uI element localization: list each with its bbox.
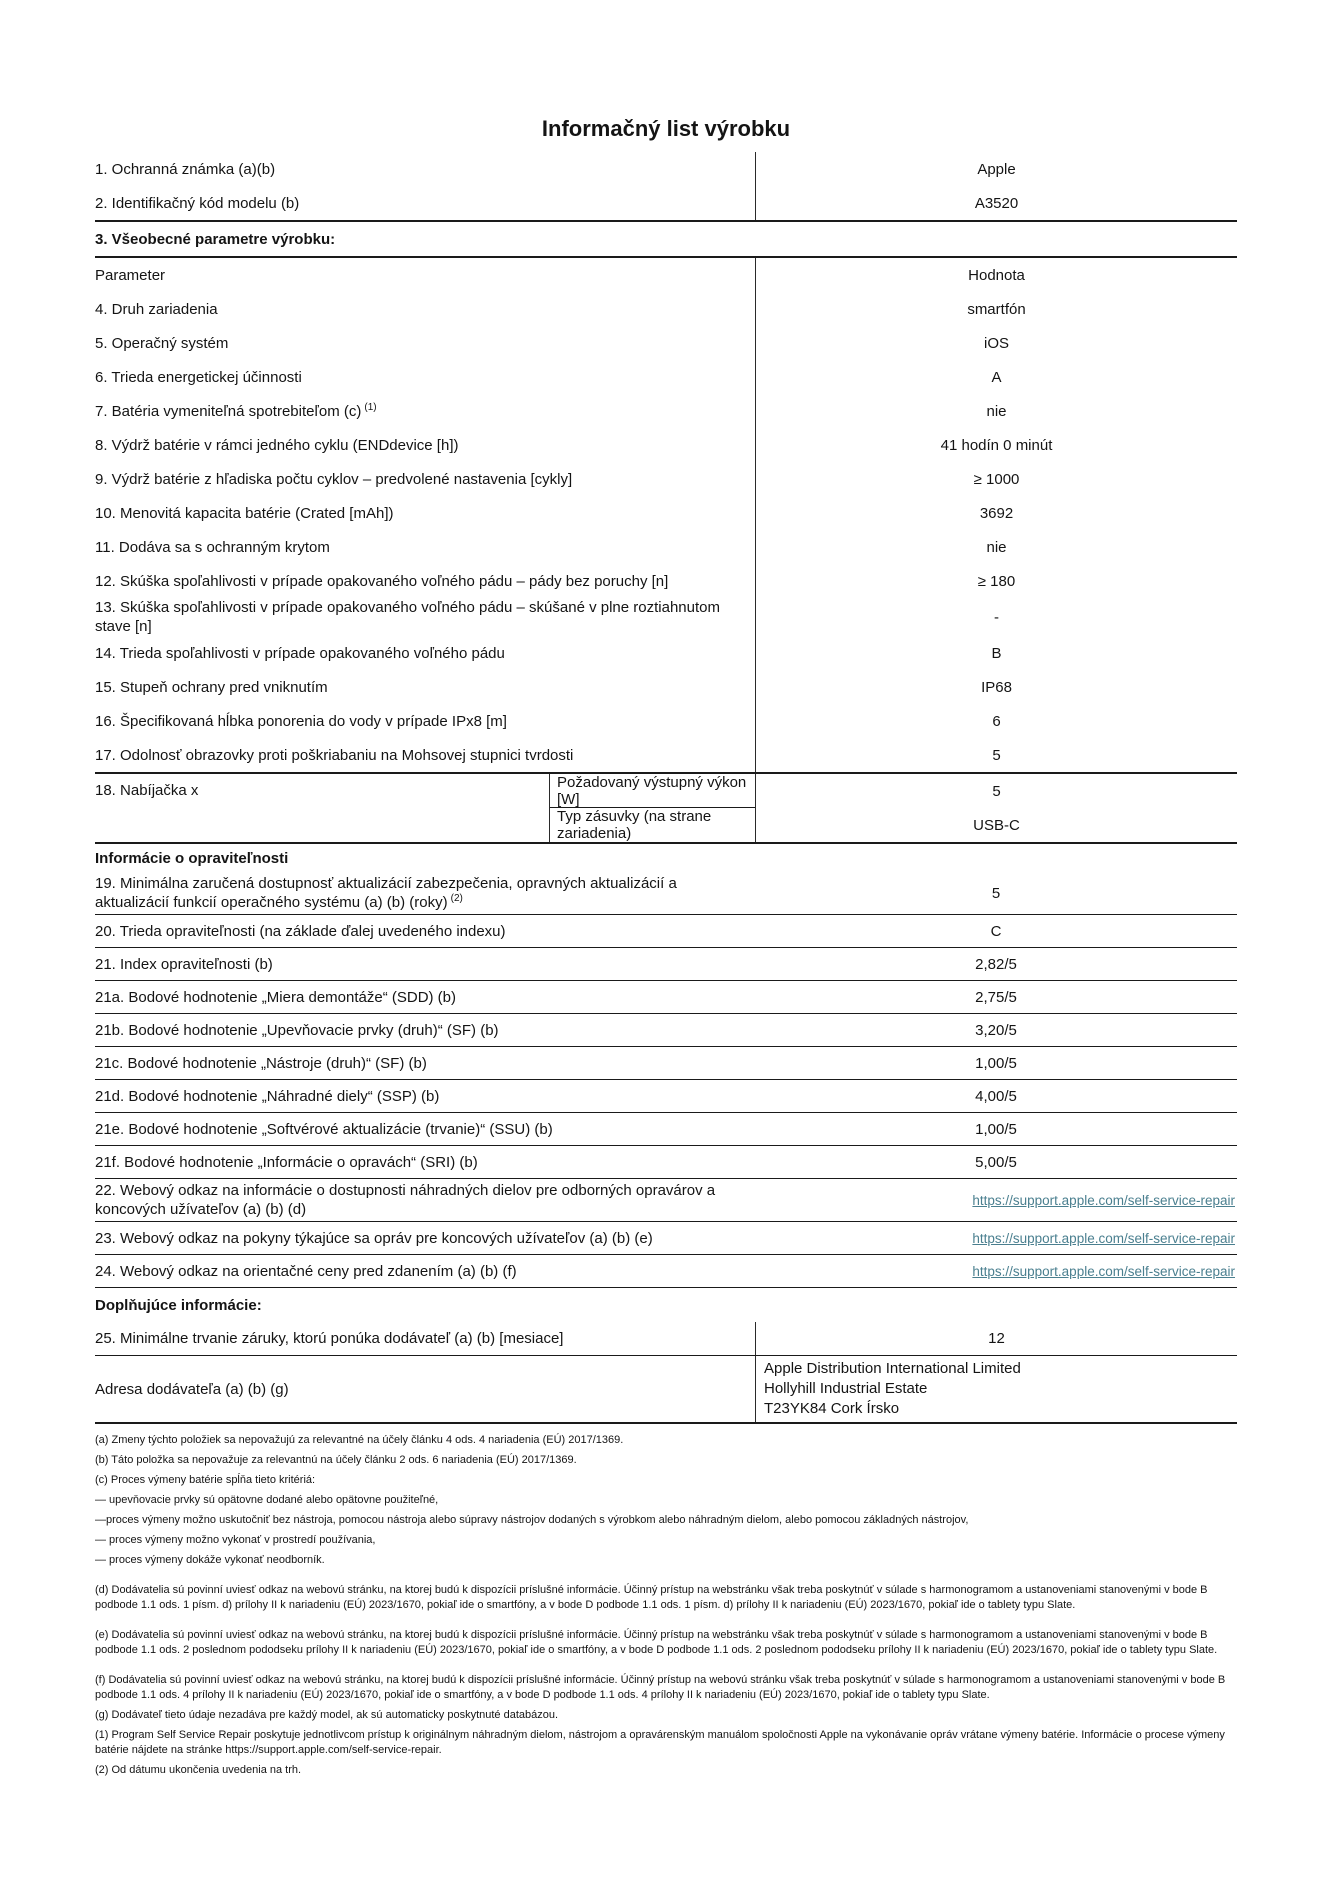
row-label: 25. Minimálne trvanie záruky, ktorú ponúka dodávateľ (a) (b) [mesiace] (95, 1330, 564, 1347)
divider-line (95, 1422, 1237, 1424)
row-value (755, 1224, 1237, 1252)
row-value: iOS (755, 326, 1237, 360)
row-value: 2,82/5 (975, 955, 1017, 973)
table-row (95, 598, 1237, 636)
support-link[interactable]: https://support.apple.com/self-service-repair (972, 1230, 1235, 1246)
table-row (95, 1222, 1237, 1255)
row-value: 41 hodín 0 minút (755, 428, 1237, 462)
table-row (95, 636, 1237, 670)
repairability-table (95, 872, 1237, 1179)
table-row (95, 462, 1237, 496)
table-row (95, 872, 1237, 915)
row-label: 21a. Bodové hodnotenie „Miera demontáže“ (SDD) (b) (95, 988, 457, 1006)
row-label: 21f. Bodové hodnotenie „Informácie o opravách“ (SRI) (b) (95, 1153, 478, 1171)
table-row (95, 326, 1237, 360)
address-line: Hollyhill Industrial Estate (764, 1380, 928, 1397)
footnotes (95, 1433, 1237, 1778)
footnote: (g) Dodávateľ tieto údaje nezadáva pre každý model, ak sú automaticky poskytnuté databázou. (95, 1709, 559, 1721)
row-value: Apple (755, 152, 1237, 186)
row-label: 12. Skúška spoľahlivosti v prípade opakovaného voľného pádu – pády bez poruchy [n] (95, 572, 669, 590)
section-header-repairability: Informácie o opraviteľnosti (95, 849, 289, 867)
table-row (95, 152, 1237, 186)
footnote-superscript: (1) (364, 401, 377, 413)
row-label: 16. Špecifikovaná hĺbka ponorenia do vody v prípade IPx8 [m] (95, 712, 507, 730)
footnote: —proces výmeny možno uskutočniť bez nástroja, pomocou nástroja alebo súpravy nástrojov dodaných s výrobkom alebo náhradným dielom, alebo pomocou základných nástrojov, (95, 1514, 969, 1526)
row-label: 9. Výdrž batérie z hľadiska počtu cyklov – predvolené nastavenia [cykly] (95, 470, 573, 488)
table-row (95, 1179, 1237, 1222)
row-value: 1,00/5 (975, 1120, 1017, 1138)
row-label: 14. Trieda spoľahlivosti v prípade opakovaného voľného pádu (95, 644, 505, 662)
row-value: 5 (755, 738, 1237, 772)
row-label: 2. Identifikačný kód modelu (b) (95, 194, 300, 212)
footnote: (b) Táto položka sa nepovažuje za relevantnú na účely článku 2 ods. 6 nariadenia (EÚ) 2017/1369. (95, 1454, 577, 1466)
column-header-parameter: Parameter (95, 266, 166, 284)
table-row (95, 981, 1237, 1014)
footnote: — proces výmeny dokáže vykonať neodborník. (95, 1554, 325, 1566)
page-title: Informačný list výrobku (541, 116, 791, 141)
footnote: (d) Dodávatelia sú povinní uviesť odkaz na webovú stránku, na ktorej budú k dispozícii príslušné informácie. Účinný prístup na webstránku však treba poskytnúť v súlade s harmonogramom a ustanoveniami stanovenými v bode B podbode 1.1 ods. 1 písm. d) prílohy II k nariadeniu (EÚ) 2023/1670, pokiaľ ide o smartfóny, a v bode D podbode 1.1 ods. 1 písm. d) prílohy II k nariadeniu (EÚ) 2023/1670, pokiaľ ide o tablety typu Slate. (95, 1584, 1208, 1611)
row-label: 21. Index opraviteľnosti (b) (95, 955, 273, 973)
row-label: 20. Trieda opraviteľnosti (na základe ďalej uvedeného indexu) (95, 922, 506, 940)
footnote: (a) Zmeny týchto položiek sa nepovažujú za relevantné na účely článku 4 ods. 4 nariadenia (EÚ) 2017/1369. (95, 1434, 624, 1446)
sheet-content (95, 0, 1237, 1778)
row-label: 15. Stupeň ochrany pred vniknutím (95, 678, 328, 696)
row-label: 7. Batéria vymeniteľná spotrebiteľom (c) $^{(1)}$ (95, 401, 377, 420)
web-links-table (95, 1179, 1237, 1288)
charger-row (95, 774, 1237, 842)
support-link[interactable]: https://support.apple.com/self-service-repair (972, 1192, 1235, 1208)
table-row (95, 948, 1237, 981)
support-link[interactable]: https://support.apple.com/self-service-repair (972, 1263, 1235, 1279)
table-row (95, 496, 1237, 530)
table-row (95, 1146, 1237, 1179)
row-label: Adresa dodávateľa (a) (b) (g) (95, 1380, 289, 1398)
row-value: - (755, 598, 1237, 636)
row-value: C (990, 922, 1002, 940)
table-row (95, 186, 1237, 220)
table-row (95, 738, 1237, 772)
row-value: 5 (992, 782, 1001, 800)
charger-subrow-label: Požadovaný výstupný výkon [W] (550, 774, 755, 808)
section-header-general: 3. Všeobecné parametre výrobku: (95, 230, 336, 248)
general-parameters-table (95, 292, 1237, 772)
warranty-row (95, 1322, 1237, 1356)
row-value: 5 (991, 884, 1001, 902)
row-label: 18. Nabíjačka x (95, 782, 199, 799)
row-value: 5,00/5 (975, 1153, 1017, 1171)
row-value: ≥ 180 (755, 564, 1237, 598)
footnote: (f) Dodávatelia sú povinní uviesť odkaz na webovú stránku, na ktorej budú k dispozícii príslušné informácie. Účinný prístup na webovú stránku však treba poskytnúť v súlade s harmonogramom a ustanoveniami stanovenými v bode B podbode 1.1 ods. 4 prílohy II k nariadeniu (EÚ) 2023/1670, pokiaľ ide o smartfóny, a v bode D podbode 1.1 ods. 4 prílohy II k nariadeniu (EÚ) 2023/1670, pokiaľ ide o tablety typu Slate. (95, 1674, 1226, 1701)
supplier-address (755, 1356, 1237, 1422)
table-row (95, 428, 1237, 462)
row-label: 6. Trieda energetickej účinnosti (95, 368, 302, 386)
table-row (95, 394, 1237, 428)
row-value (755, 1257, 1237, 1285)
table-row (95, 360, 1237, 394)
table-row (95, 670, 1237, 704)
row-label: 21e. Bodové hodnotenie „Softvérové aktualizácie (trvanie)“ (SSU) (b) (95, 1120, 553, 1138)
row-value: IP68 (755, 670, 1237, 704)
row-value: A3520 (755, 186, 1237, 220)
charger-subrow-label: Typ zásuvky (na strane zariadenia) (557, 808, 712, 842)
row-value: nie (755, 530, 1237, 564)
row-label: 21b. Bodové hodnotenie „Upevňovacie prvky (druh)“ (SF) (b) (95, 1021, 499, 1039)
table-row (95, 1113, 1237, 1146)
row-label: 21d. Bodové hodnotenie „Náhradné diely“ (SSP) (b) (95, 1087, 440, 1105)
row-value: 1,00/5 (975, 1054, 1017, 1072)
row-value: USB-C (973, 816, 1020, 834)
row-label: 22. Webový odkaz na informácie o dostupnosti náhradných dielov pre odborných opravárov a koncových užívateľov (a) (b) (d) (95, 1182, 716, 1218)
row-value: 6 (755, 704, 1237, 738)
row-label: 1. Ochranná známka (a)(b) (95, 160, 276, 178)
row-label: 21c. Bodové hodnotenie „Nástroje (druh)“ (SF) (b) (95, 1054, 427, 1072)
table-row (95, 1080, 1237, 1113)
row-label: 8. Výdrž batérie v rámci jedného cyklu (ENDdevice [h]) (95, 436, 459, 454)
footnote: (e) Dodávatelia sú povinní uviesť odkaz na webovú stránku, na ktorej budú k dispozícii príslušné informácie. Účinný prístup na webstránku však treba poskytnúť v súlade s harmonogramom a ustanoveniami stanovenými v bode B podbode 1.1 ods. 2 poslednom pododseku prílohy II k nariadeniu (EÚ) 2023/1670, pokiaľ ide o smartfóny, a v bode D podbode 1.1 ods. 2 poslednom pododseku prílohy II k nariadeniu (EÚ) 2023/1670, pokiaľ ide o tablety typu Slate. (95, 1629, 1218, 1656)
row-label: 4. Druh zariadenia (95, 300, 218, 318)
row-value (755, 1181, 1237, 1219)
table-row (95, 915, 1237, 948)
table-row (95, 704, 1237, 738)
column-header-value: Hodnota (755, 258, 1237, 292)
row-label: 10. Menovitá kapacita batérie (Crated [mAh]) (95, 504, 394, 522)
footnote-superscript: (2) (450, 893, 463, 904)
footnote: — upevňovacie prvky sú opätovne dodané alebo opätovne použiteľné, (95, 1494, 439, 1506)
section-header-additional: Doplňujúce informácie: (95, 1296, 262, 1314)
row-value: 12 (755, 1322, 1237, 1355)
row-value: 2,75/5 (975, 988, 1017, 1006)
row-value: ≥ 1000 (755, 462, 1237, 496)
table-row (95, 1255, 1237, 1288)
table-row (95, 1047, 1237, 1080)
row-label: 13. Skúška spoľahlivosti v prípade opakovaného voľného pádu – skúšané v plne roztiahnutom stave [n] (95, 599, 720, 635)
footnote: — proces výmeny možno vykonať v prostredí používania, (95, 1534, 376, 1546)
table-row (95, 564, 1237, 598)
address-line: T23YK84 Cork Írsko (764, 1400, 900, 1417)
table-row (95, 292, 1237, 326)
row-value: B (755, 636, 1237, 670)
identification-table (95, 152, 1237, 220)
row-value: smartfón (755, 292, 1237, 326)
row-label: 17. Odolnosť obrazovky proti poškriabaniu na Mohsovej stupnici tvrdosti (95, 746, 574, 764)
supplier-address-row (95, 1356, 1237, 1422)
row-value: A (755, 360, 1237, 394)
row-value: 4,00/5 (975, 1087, 1017, 1105)
footnote: (c) Proces výmeny batérie spĺňa tieto kritériá: (95, 1474, 316, 1486)
footnote: (1) Program Self Service Repair poskytuje jednotlivcom prístup k originálnym náhradným dielom, nástrojom a opravárenským manuálom spoločnosti Apple na vykonávanie opráv vrátane výmeny batérie. Informácie o procese výmeny batérie nájdete na stránke https://support.apple.com/self-service-repair. (95, 1729, 1225, 1756)
row-value: 3,20/5 (975, 1021, 1017, 1039)
column-header-row (95, 258, 1237, 292)
row-value: 3692 (755, 496, 1237, 530)
row-value: nie (755, 394, 1237, 428)
row-label: 24. Webový odkaz na orientačné ceny pred zdanením (a) (b) (f) (95, 1262, 517, 1280)
table-row (95, 1014, 1237, 1047)
charger-values (755, 774, 1237, 842)
row-label: 5. Operačný systém (95, 334, 229, 352)
charger-subtable (549, 774, 755, 842)
row-label: 19. Minimálna zaručená dostupnosť aktualizácií zabezpečenia, opravných aktualizácií a aktualizácií funkcií operačného systému (a) (b) (roky) $^{(2)}$ (95, 875, 677, 911)
footnote: (2) Od dátumu ukončenia uvedenia na trh. (95, 1764, 302, 1776)
table-row (95, 530, 1237, 564)
address-line: Apple Distribution International Limited (764, 1360, 1021, 1377)
row-label: 23. Webový odkaz na pokyny týkajúce sa opráv pre koncových užívateľov (a) (b) (e) (95, 1229, 653, 1247)
row-label: 11. Dodáva sa s ochranným krytom (95, 538, 330, 556)
